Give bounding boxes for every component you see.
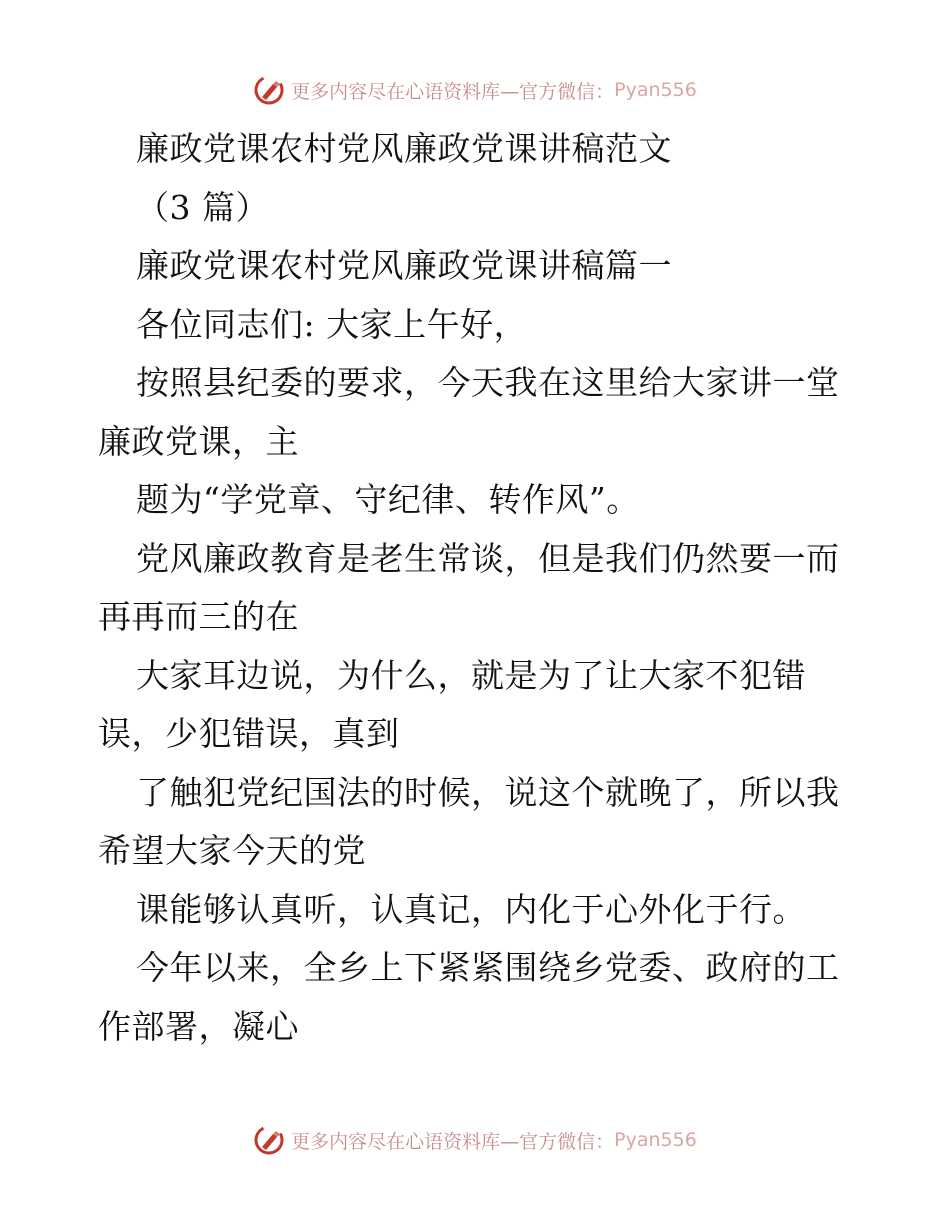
document-line: 今年以来，全乡上下紧紧围绕乡党委、政府的工 — [136, 948, 840, 987]
document-line: 按照县纪委的要求，今天我在这里给大家讲一堂 — [136, 363, 840, 402]
watermark-text: 更多内容尽在心语资料库—官方微信： — [291, 1130, 615, 1153]
document-line: 党风廉政教育是老生常谈，但是我们仍然要一而 — [136, 538, 840, 578]
document-line: 廉政党课农村党风廉政党课讲稿篇一 — [136, 246, 672, 285]
watermark-brand: Pyan556 — [614, 79, 697, 101]
document-line: 再再而三的在 — [98, 597, 299, 636]
header-watermark — [0, 70, 950, 110]
watermark-text: 更多内容尽在心语资料库—官方微信： — [291, 80, 615, 103]
pen-circle-logo-icon — [253, 74, 285, 106]
document-line: 廉政党课农村党风廉政党课讲稿范文 — [136, 129, 672, 168]
watermark-brand: Pyan556 — [614, 1129, 697, 1151]
document-line: 误，少犯错误，真到 — [98, 714, 400, 753]
document-line: 了触犯党纪国法的时候，说这个就晚了，所以我 — [136, 772, 840, 812]
document-line: 各位同志们: 大家上午好， — [136, 304, 528, 344]
document-line: 作部署，凝心 — [98, 1006, 299, 1046]
footer-watermark — [0, 1120, 950, 1160]
document-line: 希望大家今天的党 — [98, 831, 366, 870]
document-body — [98, 120, 858, 1056]
document-line: 廉政党课，主 — [98, 421, 299, 461]
document-line: 题为“学党章、守纪律、转作风”。 — [136, 480, 640, 519]
pen-circle-logo-icon — [253, 1124, 285, 1156]
document-line: （3 篇） — [136, 187, 269, 227]
document-line: 大家耳边说，为什么，就是为了让大家不犯错 — [136, 655, 806, 695]
document-line: 课能够认真听，认真记，内化于心外化于行。 — [136, 889, 806, 929]
